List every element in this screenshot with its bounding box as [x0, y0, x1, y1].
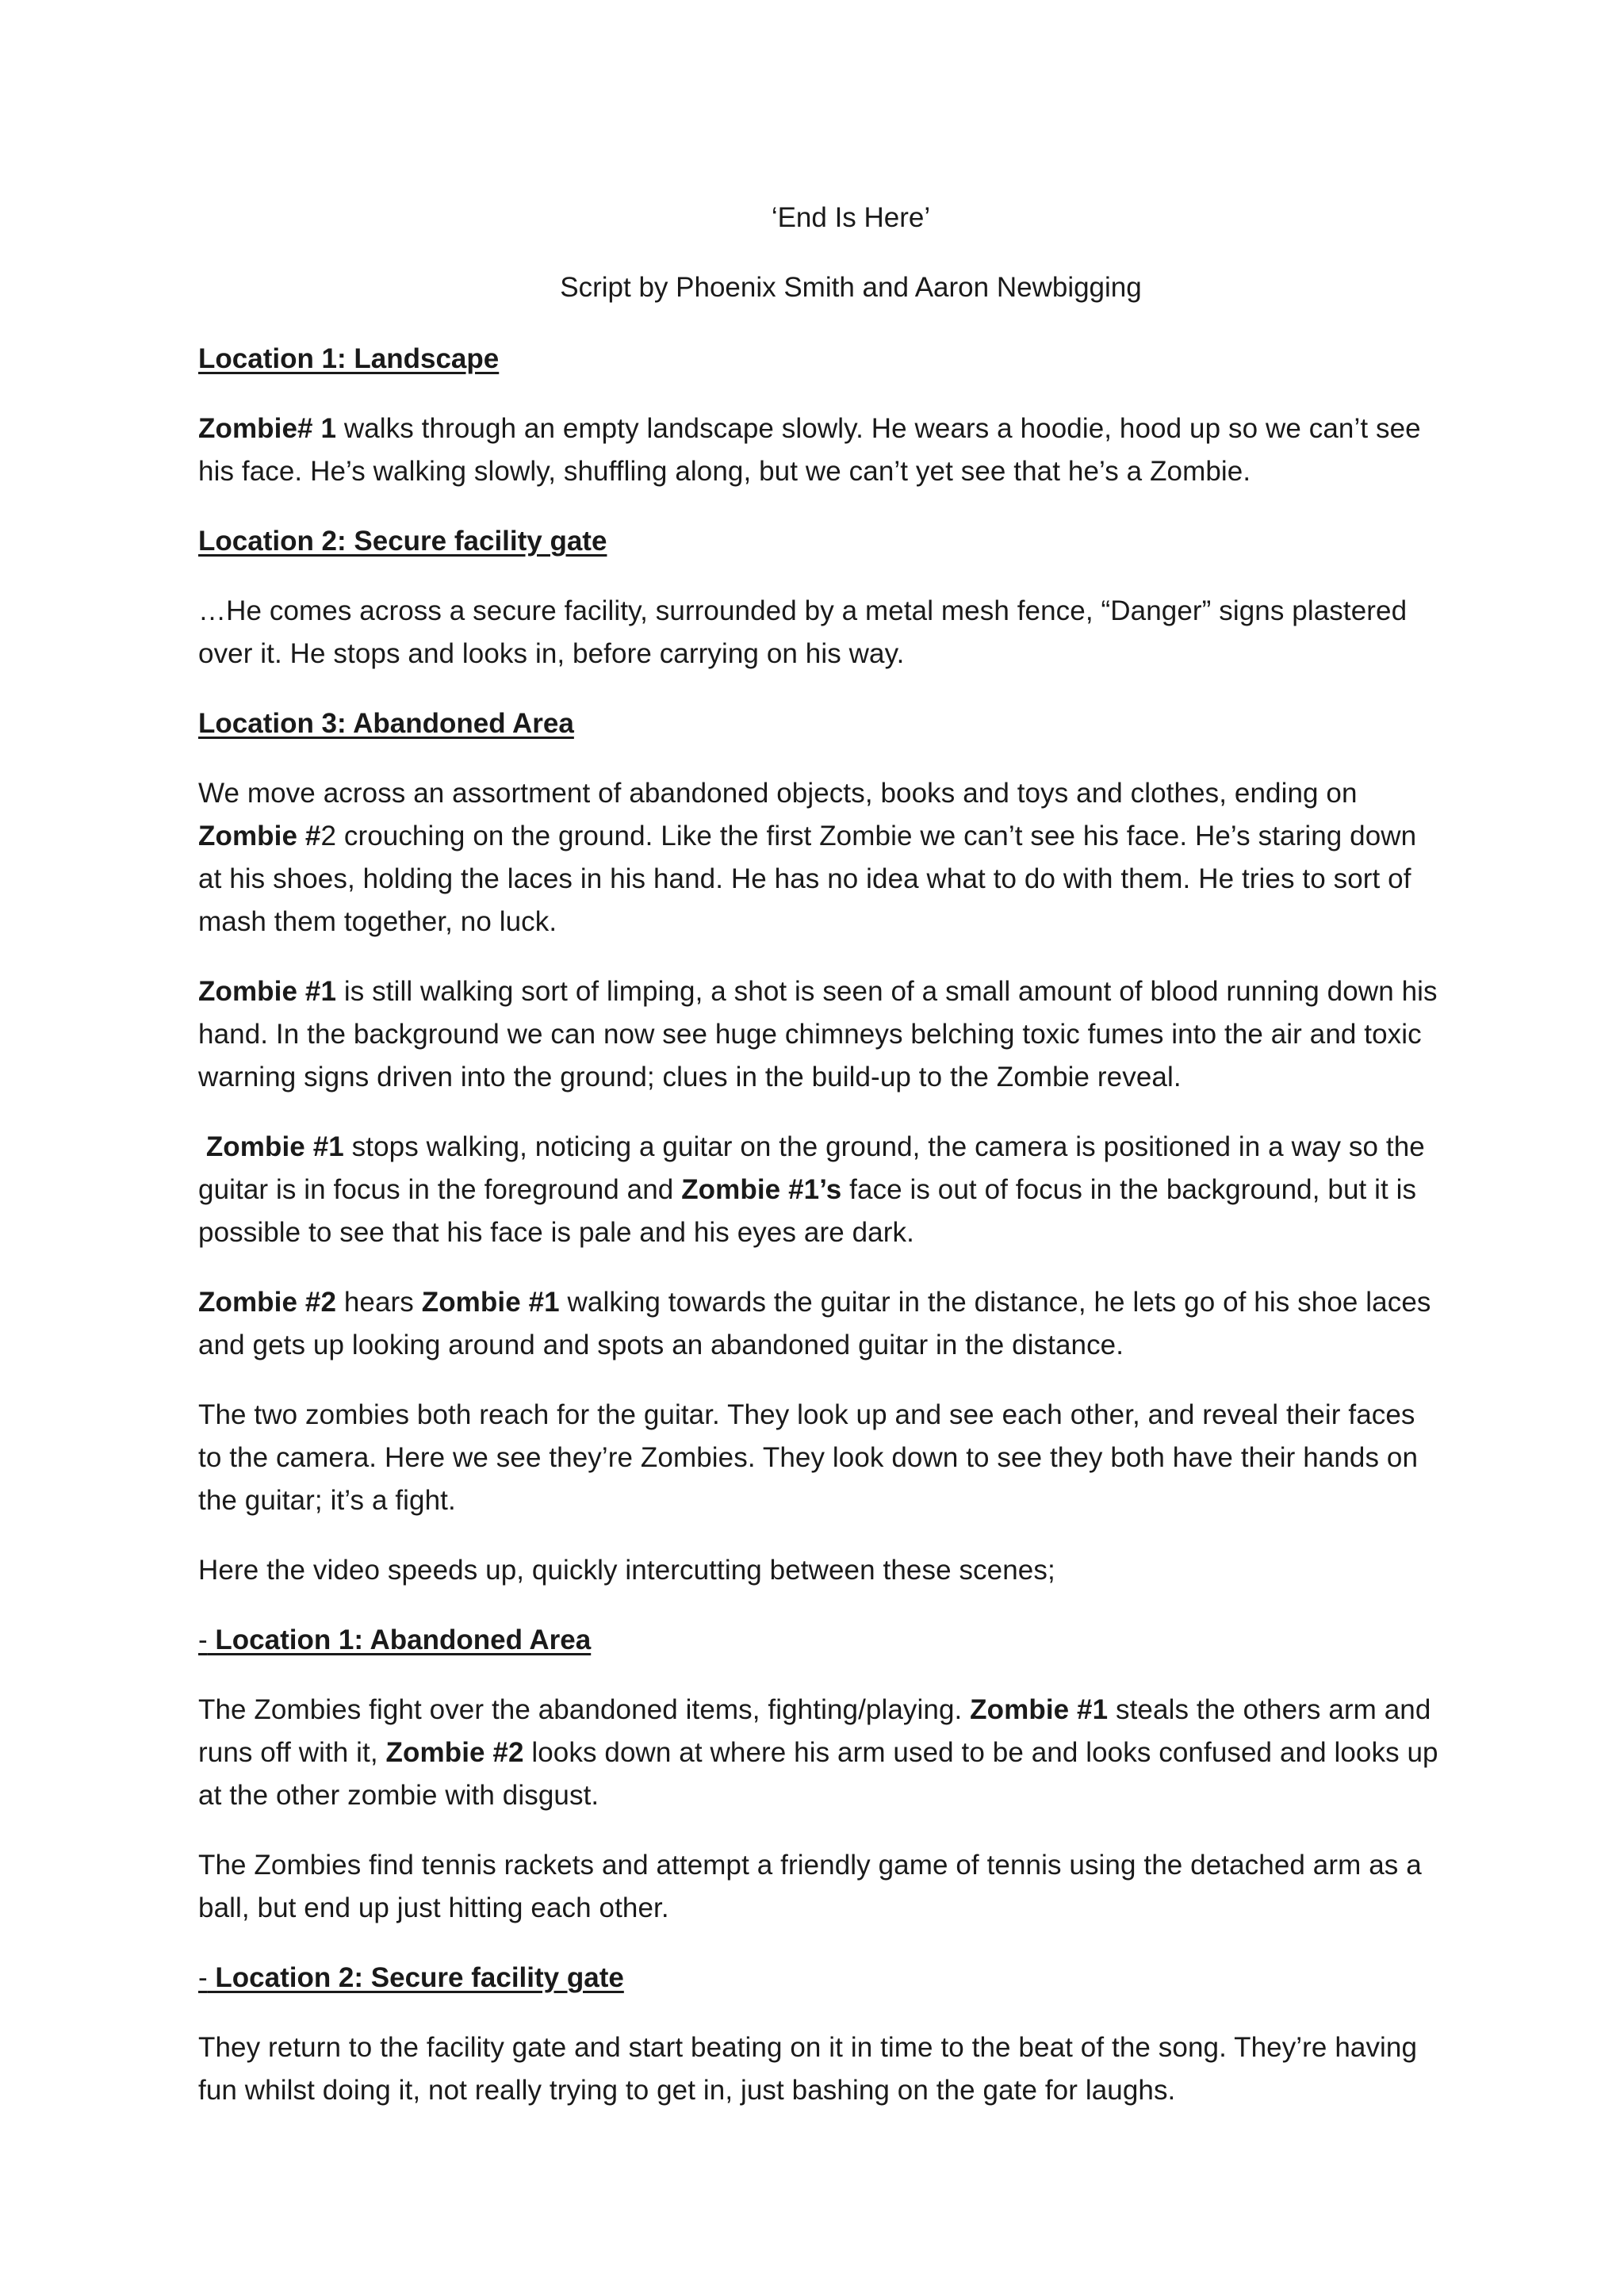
- script-byline: Script by Phoenix Smith and Aaron Newbigging: [560, 272, 1142, 303]
- paragraph-text: looks down at where his arm used to be and looks confused and looks up at the other zombie with disgust.: [198, 1737, 1438, 1811]
- sub-location2-heading: [198, 1957, 1443, 1999]
- character-name: Zombie #1: [421, 1287, 560, 1318]
- paragraph: The two zombies both reach for the guitar. They look up and see each other, and reveal their faces to the camera. Here we see they’re Zombies. They look down to see they both have their hands on the guitar; it’s a fight.: [198, 1399, 1419, 1516]
- paragraph-text: steals the others arm and runs off with it,: [198, 1694, 1431, 1768]
- paragraph-text: stops walking, noticing a guitar on the ground, the camera is positioned in a way so the guitar is in focus in the foreground and: [198, 1131, 1425, 1205]
- script-title: ‘End Is Here’: [771, 202, 931, 233]
- paragraph: Here the video speeds up, quickly intercutting between these scenes;: [198, 1555, 1055, 1586]
- character-name: Zombie #1: [205, 1131, 344, 1162]
- sub-location1-heading: [198, 1619, 1443, 1662]
- character-name: Zombie #1’s: [681, 1174, 842, 1205]
- heading-text: Location 2: Secure facility gate: [207, 1962, 624, 1993]
- paragraph: They return to the facility gate and start beating on it in time to the beat of the song. They’re having fun whilst doing it, not really trying to get in, just bashing on the gate for laughs.: [198, 2032, 1418, 2106]
- heading-text: Location 1: Abandoned Area: [207, 1624, 592, 1655]
- paragraph: [198, 1126, 1443, 1254]
- character-name: Zombie #: [198, 821, 321, 851]
- character-name: Zombie #2: [198, 1287, 337, 1318]
- paragraph: [198, 1689, 1443, 1817]
- location3-heading: Location 3: Abandoned Area: [198, 708, 574, 739]
- character-name: Zombie #2: [385, 1737, 524, 1768]
- character-name: Zombie #1: [198, 976, 337, 1007]
- paragraph-text: face is out of focus in the background, but it is possible to see that his face is pale and his eyes are dark.: [198, 1174, 1417, 1248]
- location2-heading: Location 2: Secure facility gate: [198, 526, 607, 557]
- paragraph: [198, 408, 1443, 493]
- paragraph-text: hears: [336, 1287, 422, 1318]
- paragraph-text: walks through an empty landscape slowly. He wears a hoodie, hood up so we can’t see his face. He’s walking slowly, shuffling along, but we can’t yet see that he’s a Zombie.: [198, 413, 1421, 487]
- paragraph-text: 2 crouching on the ground. Like the first Zombie we can’t see his face. He’s staring down at his shoes, holding the laces in his hand. He has no idea what to do with them. He tries to sort of mash them together, no luck.: [198, 821, 1417, 937]
- paragraph: [198, 772, 1443, 943]
- paragraph-text: is still walking sort of limping, a shot is seen of a small amount of blood running down his hand. In the background we can now see huge chimneys belching toxic fumes into the air and toxic warning signs driven into the ground; clues in the build-up to the Zombie reveal.: [198, 976, 1438, 1093]
- paragraph: [198, 1281, 1443, 1367]
- paragraph: The Zombies find tennis rackets and attempt a friendly game of tennis using the detached arm as a ball, but end up just hitting each other.: [198, 1850, 1422, 1923]
- paragraph: [198, 970, 1443, 1099]
- paragraph-text: walking towards the guitar in the distance, he lets go of his shoe laces and gets up looking around and spots an abandoned guitar in the distance.: [198, 1287, 1431, 1360]
- character-name: Zombie #1: [970, 1694, 1109, 1725]
- character-name: Zombie# 1: [198, 413, 337, 444]
- location1-heading: Location 1: Landscape: [198, 343, 500, 374]
- paragraph-text: The Zombies fight over the abandoned items, fighting/playing.: [198, 1694, 971, 1725]
- paragraph-text: We move across an assortment of abandoned objects, books and toys and clothes, ending on: [198, 778, 1358, 809]
- paragraph: …He comes across a secure facility, surrounded by a metal mesh fence, “Danger” signs plastered over it. He stops and looks in, before carrying on his way.: [198, 595, 1408, 669]
- list-dash: -: [198, 1962, 208, 1993]
- script-page: [198, 197, 1443, 2139]
- list-dash: -: [198, 1624, 208, 1655]
